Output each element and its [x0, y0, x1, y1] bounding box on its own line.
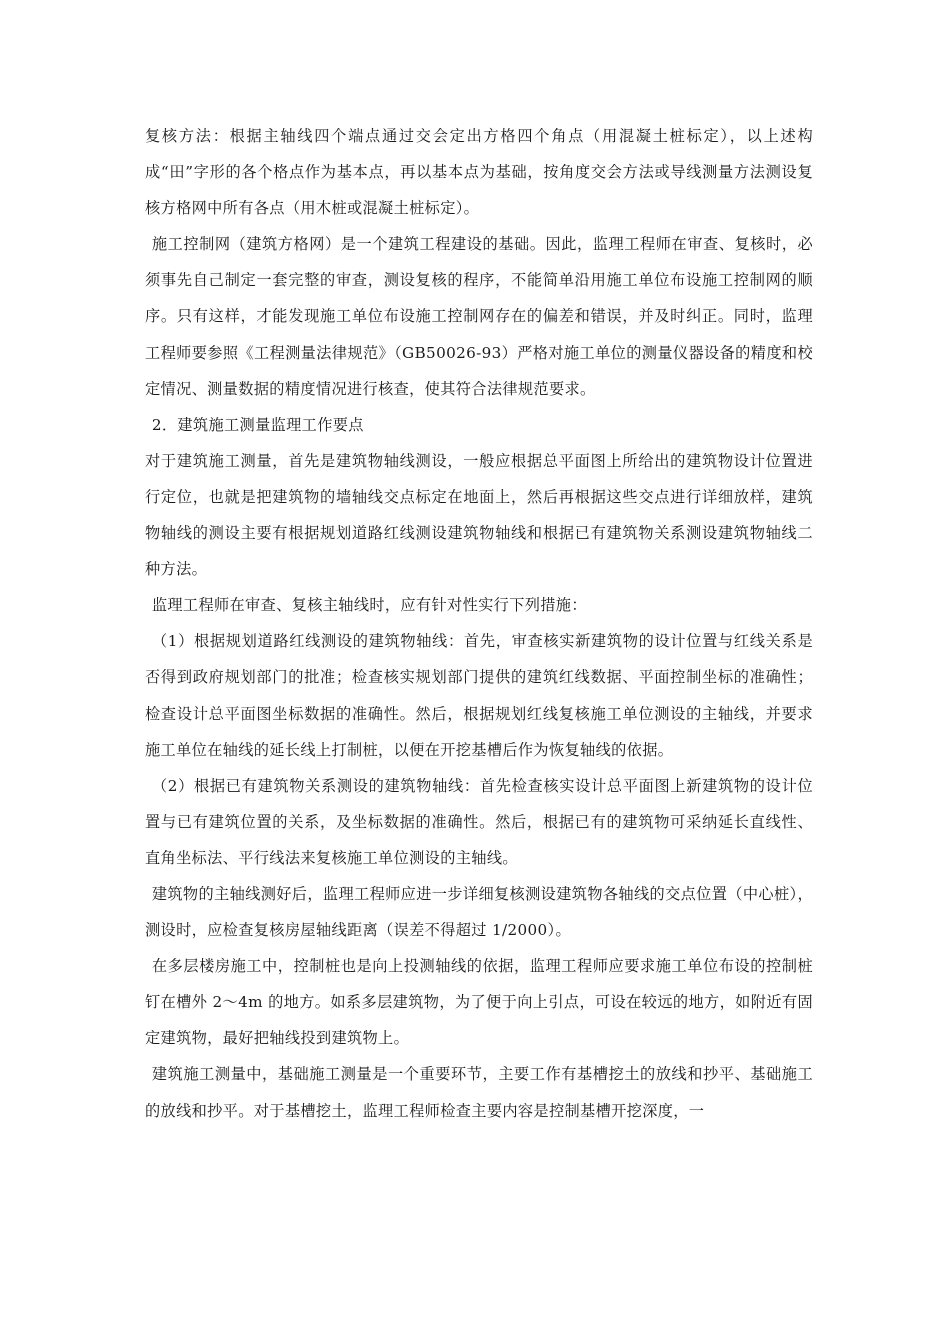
paragraph-measures-intro: 监理工程师在审查、复核主轴线时，应有针对性实行下列措施： — [151, 596, 587, 615]
paragraph-review-method: 复核方法：根据主轴线四个端点通过交会定出方格四个角点（用混凝土桩标定），以上述构成“田”字形的各个格点作为基本点，再以基本点为基础，按角度交会方法或导线测量方法测设复核方格网中所有各点（用木桩或混凝土桩标定）。 — [145, 127, 813, 218]
paragraph-measure-2: （2）根据已有建筑物关系测设的建筑物轴线：首先检查核实设计总平面图上新建筑物的设计位置与已有建筑位置的关系，及坐标数据的准确性。然后，根据已有的建筑物可采纳延长直线性、直角坐标法、平行线法来复核施工单位测设的主轴线。 — [145, 776, 813, 867]
paragraph-foundation-survey: 建筑施工测量中，基础施工测量是一个重要环节，主要工作有基槽挖土的放线和抄平、基础施工的放线和抄平。对于基槽挖土，监理工程师检查主要内容是控制基槽开挖深度，一 — [145, 1065, 813, 1120]
document-body — [145, 118, 813, 1129]
paragraph-axis-layout: 对于建筑施工测量，首先是建筑物轴线测设，一般应根据总平面图上所给出的建筑物设计位置进行定位，也就是把建筑物的墙轴线交点标定在地面上，然后再根据这些交点进行详细放样，建筑物轴线的测设主要有根据规划道路红线测设建筑物轴线和根据已有建筑物关系测设建筑物轴线二种方法。 — [145, 451, 813, 579]
paragraph-control-network: 施工控制网（建筑方格网）是一个建筑工程建设的基础。因此，监理工程师在审查、复核时，必须事先自己制定一套完整的审查，测设复核的程序，不能简单沿用施工单位布设施工控制网的顺序。只有这样，才能发现施工单位布设施工控制网存在的偏差和错误，并及时纠正。同时，监理工程师要参照《工程测量法律规范》（GB50026-93）严格对施工单位的测量仪器设备的精度和校定情况、测量数据的精度情况进行核查，使其符合法律规范要求。 — [145, 235, 813, 398]
section-heading-survey-points: 2．建筑施工测量监理工作要点 — [151, 415, 364, 434]
paragraph-axis-intersection: 建筑物的主轴线测好后，监理工程师应进一步详细复核测设建筑物各轴线的交点位置（中心桩），测设时，应检查复核房屋轴线距离（误差不得超过 1/2000）。 — [145, 884, 813, 940]
paragraph-measure-1: （1）根据规划道路红线测设的建筑物轴线：首先，审查核实新建筑物的设计位置与红线关系是否得到政府规划部门的批准；检查核实规划部门提供的建筑红线数据、平面控制坐标的准确性；检查设计总平面图坐标数据的准确性。然后，根据规划红线复核施工单位测设的主轴线，并要求施工单位在轴线的延长线上打制桩，以便在开挖基槽后作为恢复轴线的依据。 — [145, 632, 813, 759]
paragraph-control-stakes: 在多层楼房施工中，控制桩也是向上投测轴线的依据，监理工程师应要求施工单位布设的控制桩钉在槽外 2～4m 的地方。如系多层建筑物，为了便于向上引点，可设在较远的地方，如附近有固定建筑物，最好把轴线投到建筑物上。 — [145, 957, 813, 1048]
